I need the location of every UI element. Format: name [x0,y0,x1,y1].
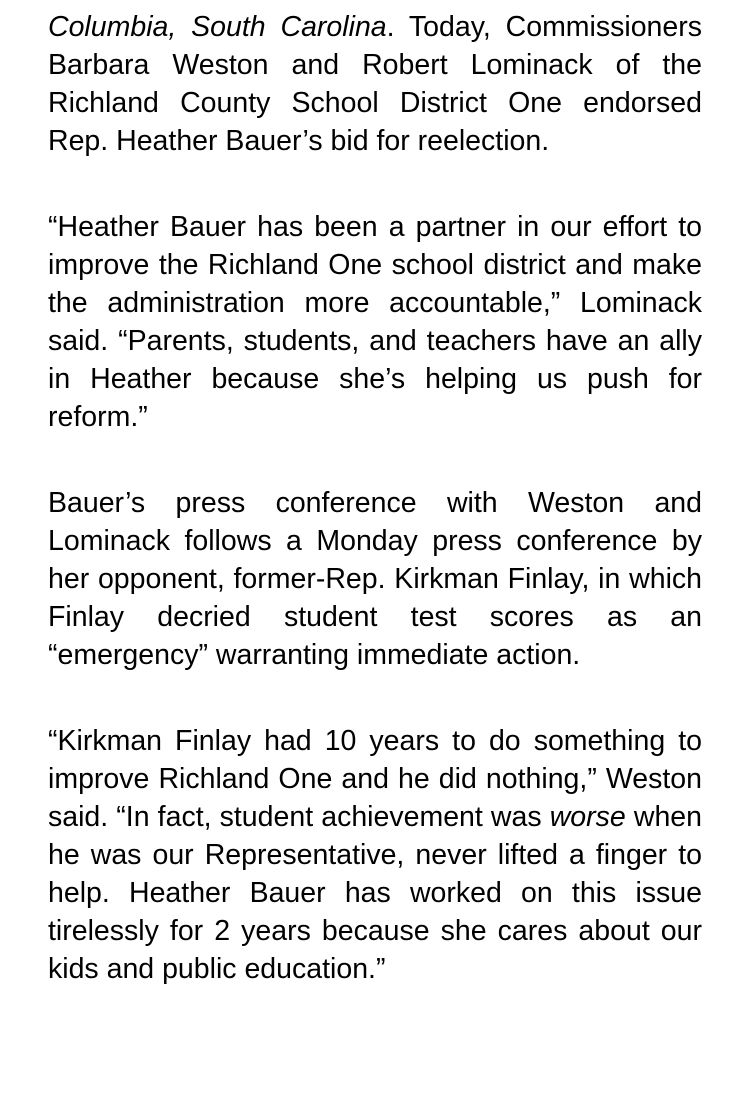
paragraph-lominack-quote [48,208,702,436]
weston-quote-text-end: when he was our Representative, never lifted a finger to help. Heather Bauer has worked on this issue tirelessly for 2 years because she cares about our kids and public education.” [48,801,702,985]
paragraph-press-conference [48,484,702,674]
weston-quote-text-start: “Kirkman Finlay had 10 years to do something to improve Richland One and he did nothing,” Weston said. “In fact, student achievement was [48,725,702,833]
paragraph-weston-quote [48,722,702,988]
paragraph-intro [48,8,702,160]
press-release-body [48,8,702,988]
lominack-quote-text: “Heather Bauer has been a partner in our effort to improve the Richland One school district and make the administration more accountable,” Lominack said. “Parents, students, and teachers have an ally in Heather because she’s helping us push for reform.” [48,211,702,433]
press-conference-text: Bauer’s press conference with Weston and Lominack follows a Monday press conference by her opponent, former-Rep. Kirkman Finlay, in which Finlay decried student test scores as an “emergency” warranting immediate action. [48,487,702,671]
intro-text: . Today, Commissioners Barbara Weston and Robert Lominack of the Richland County School District One endorsed Rep. Heather Bauer’s bid for reelection. [48,11,703,157]
dateline-location: Columbia, South Carolina [48,11,387,43]
weston-quote-emphasis: worse [549,801,626,833]
